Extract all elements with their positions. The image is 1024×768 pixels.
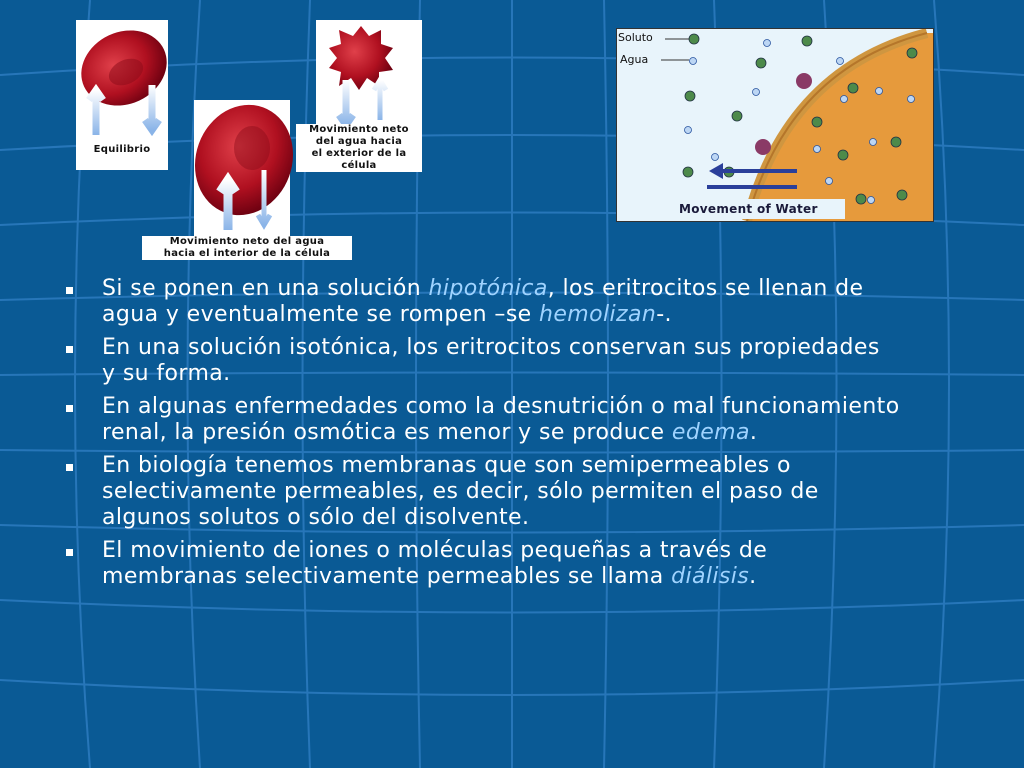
term-edema: edema	[671, 420, 750, 445]
bullet-list	[60, 276, 900, 597]
osmosis-illustration	[617, 29, 933, 221]
term-dialisis: diálisis	[671, 564, 750, 589]
bullet-square-icon	[66, 464, 73, 471]
movement-of-water-banner: Movement of Water	[679, 202, 818, 216]
label-solute: Soluto	[618, 31, 653, 44]
bullet-item: Si se ponen en una solución hipotónica, los eritrocitos se llenan de agua y eventualmente se rompen –se hemolizan-.	[60, 276, 900, 328]
bullet-item: En una solución isotónica, los eritrocitos conservan sus propiedades y su forma.	[60, 335, 900, 387]
bullet-square-icon	[66, 287, 73, 294]
term-hemolizan: hemolizan	[539, 302, 657, 327]
red-blood-cells-figure	[76, 20, 426, 270]
osmosis-diagram	[616, 28, 934, 222]
label-water: Agua	[620, 53, 649, 66]
bullet-square-icon	[66, 549, 73, 556]
caption-net-movement-out: Movimiento neto del agua hacia el exterior de la célula	[296, 124, 422, 172]
bullet-item: En algunas enfermedades como la desnutrición o mal funcionamiento renal, la presión osmótica es menor y se produce edema.	[60, 394, 900, 446]
caption-net-movement-in: Movimiento neto del agua hacia el interior de la célula	[142, 236, 352, 260]
bullet-square-icon	[66, 405, 73, 412]
bullet-item: El movimiento de iones o moléculas pequeñas a través de membranas selectivamente permeables se llama diálisis.	[60, 538, 900, 590]
caption-equilibrium: Equilibrio	[76, 144, 168, 156]
term-hipotonica: hipotónica	[428, 276, 548, 301]
bullet-item: En biología tenemos membranas que son semipermeables o selectivamente permeables, es decir, sólo permiten el paso de algunos solutos o sólo del disolvente.	[60, 453, 900, 531]
bullet-square-icon	[66, 346, 73, 353]
